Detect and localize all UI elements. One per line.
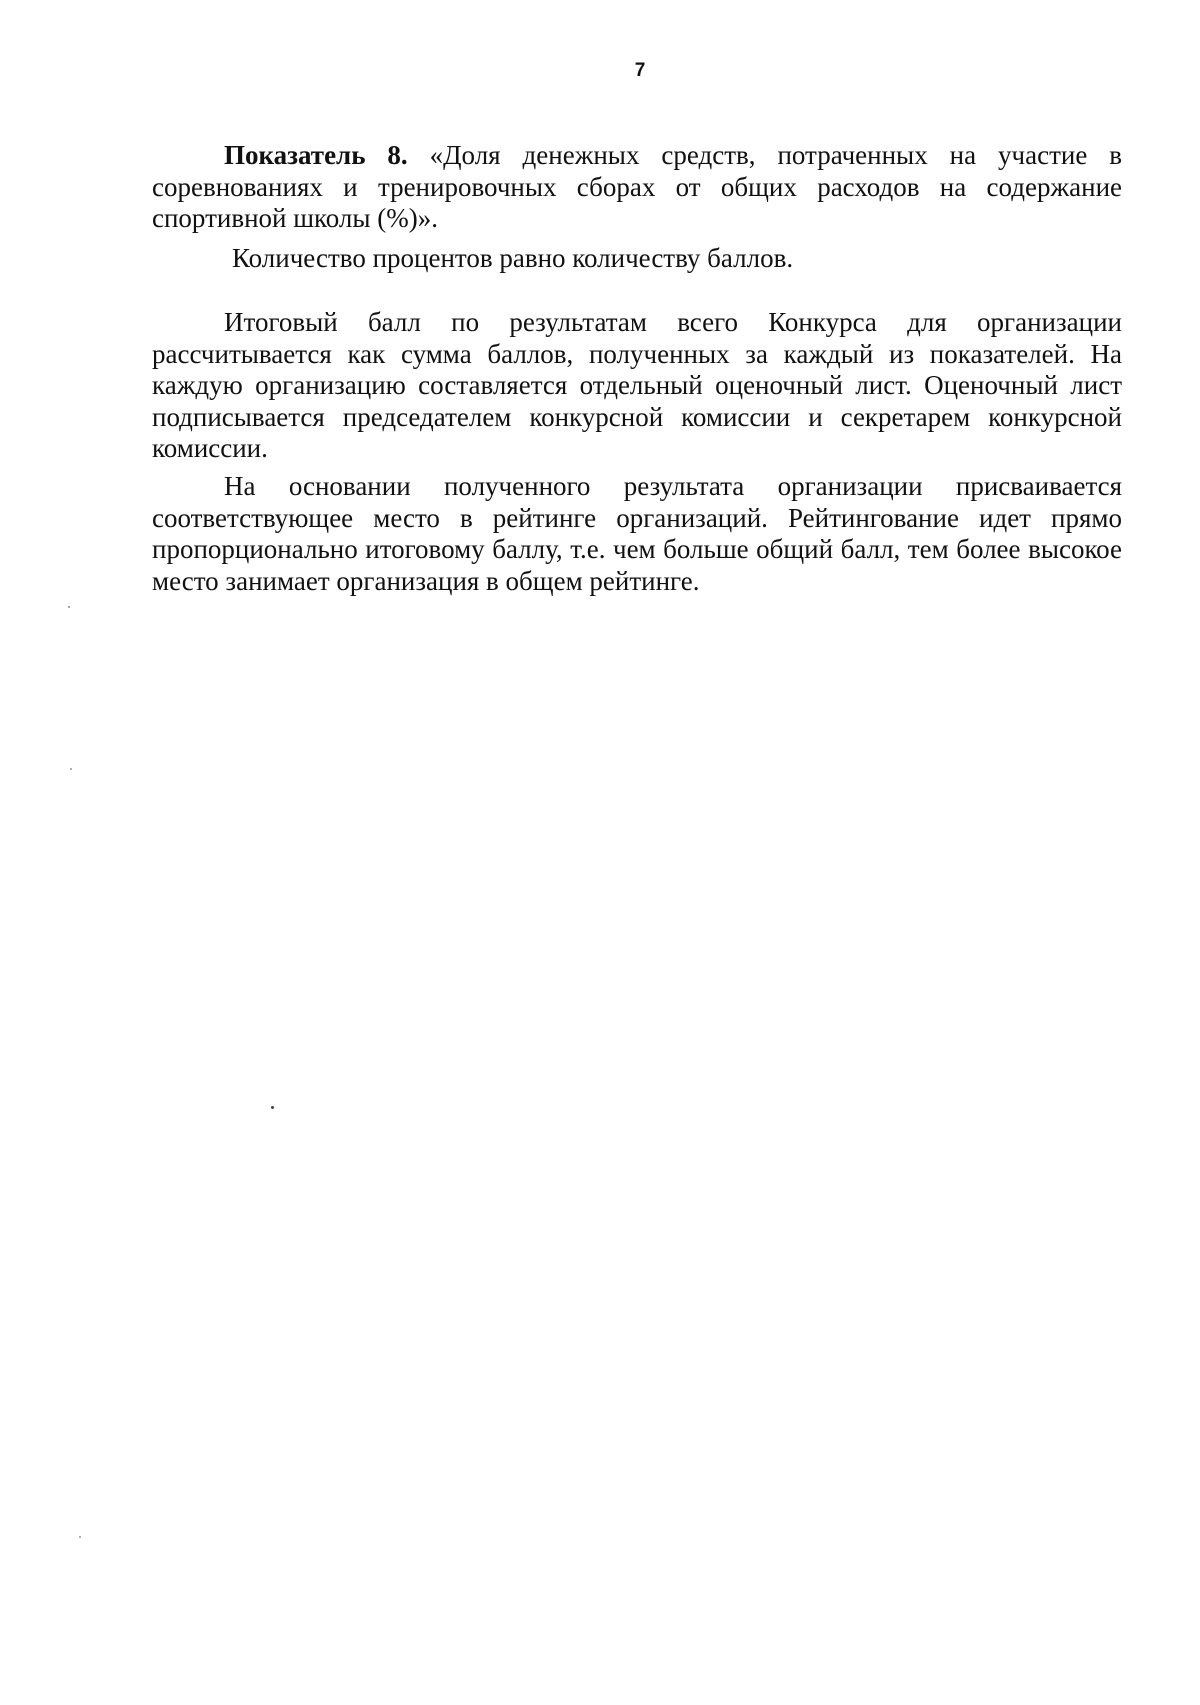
rating-paragraph	[152, 471, 1122, 597]
indicator-description: «Доля денежных средств, потраченных на участие в соревнованиях и тренировочных сборах от общих расходов на содержание спортивной школы (%)».	[152, 140, 1123, 233]
scan-speck	[68, 606, 70, 608]
points-rule-text: Количество процентов равно количеству баллов.	[232, 243, 794, 273]
indicator-8-paragraph	[152, 140, 1122, 235]
scan-speck	[79, 1536, 81, 1538]
total-score-text: Итоговый балл по результатам всего Конкурса для организации рассчитывается как сумма баллов, полученных за каждый из показателей. На каждую организацию составляется отдельный оценочный лист. Оценочный лист подписывается председателем конкурсной комиссии и секретарем конкурсной комиссии.	[152, 307, 1122, 463]
indicator-8-text	[152, 140, 1122, 235]
indicator-label: Показатель 8.	[224, 140, 408, 170]
rating-text: На основании полученного результата организации присваивается соответствующее место в рейтинге организаций. Рейтингование идет прямо пропорционально итоговому баллу, т.е. чем больше общий балл, тем более высокое место занимает организация в общем рейтинге.	[152, 471, 1122, 596]
total-score-paragraph	[152, 307, 1122, 465]
scan-speck	[70, 768, 72, 770]
points-rule-paragraph	[152, 243, 1122, 275]
page-number: 7	[634, 60, 646, 81]
scan-speck	[271, 1106, 274, 1109]
